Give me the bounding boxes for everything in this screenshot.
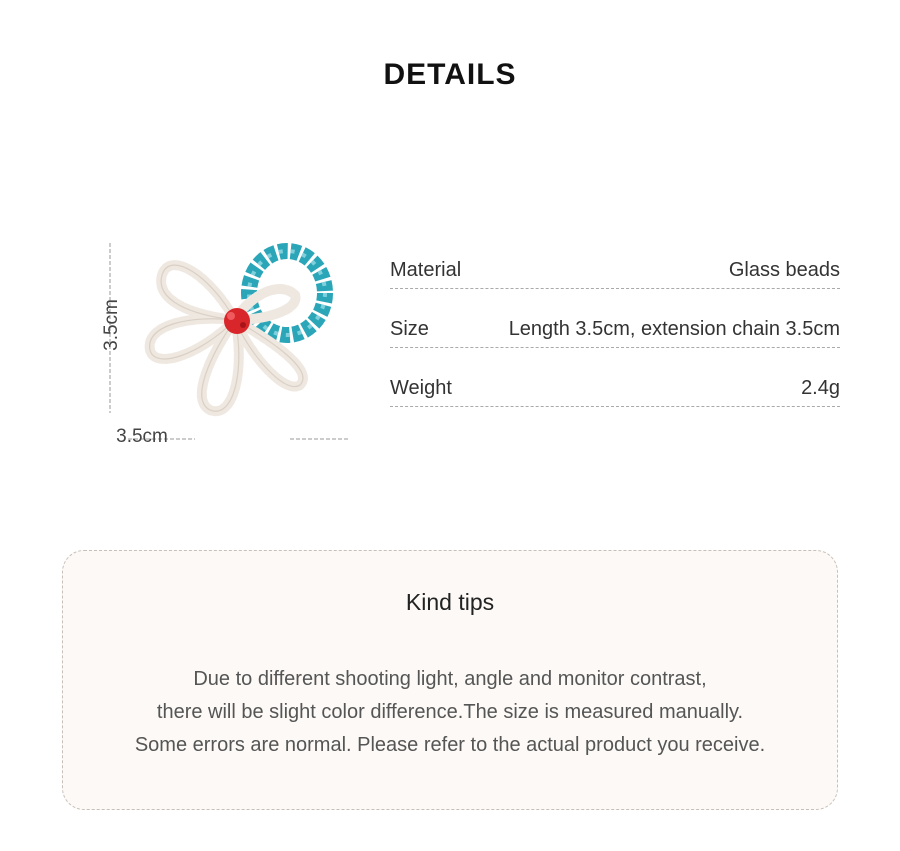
- red-bead-center: [224, 308, 250, 334]
- spec-value: Glass beads: [728, 258, 840, 281]
- beaded-flower-ring-illustration: [100, 235, 360, 455]
- kind-tips-box: [62, 550, 838, 810]
- product-image: [100, 235, 360, 455]
- height-dimension-label: 3.5cm: [101, 299, 122, 351]
- kind-tips-text: [63, 663, 837, 762]
- tips-line: there will be slight color difference.The size is measured manually.: [156, 701, 744, 723]
- tips-line: Due to different shooting light, angle and monitor contrast,: [193, 668, 707, 690]
- spec-value: Length 3.5cm, extension chain 3.5cm: [508, 317, 840, 340]
- spec-label: Weight: [390, 376, 452, 399]
- spec-table: [390, 252, 840, 407]
- tips-line: Some errors are normal. Please refer to the actual product you receive.: [134, 734, 766, 756]
- spec-row-material: [390, 252, 840, 289]
- spec-row-size: [390, 311, 840, 348]
- white-bead-petals: [150, 265, 303, 411]
- spec-value: 2.4g: [801, 376, 840, 399]
- width-dimension-label: 3.5cm: [116, 426, 168, 447]
- spec-label: Size: [390, 317, 429, 340]
- spec-row-weight: [390, 370, 840, 407]
- page-title: DETAILS: [383, 58, 517, 91]
- spec-label: Material: [390, 258, 462, 281]
- kind-tips-title: Kind tips: [405, 589, 495, 615]
